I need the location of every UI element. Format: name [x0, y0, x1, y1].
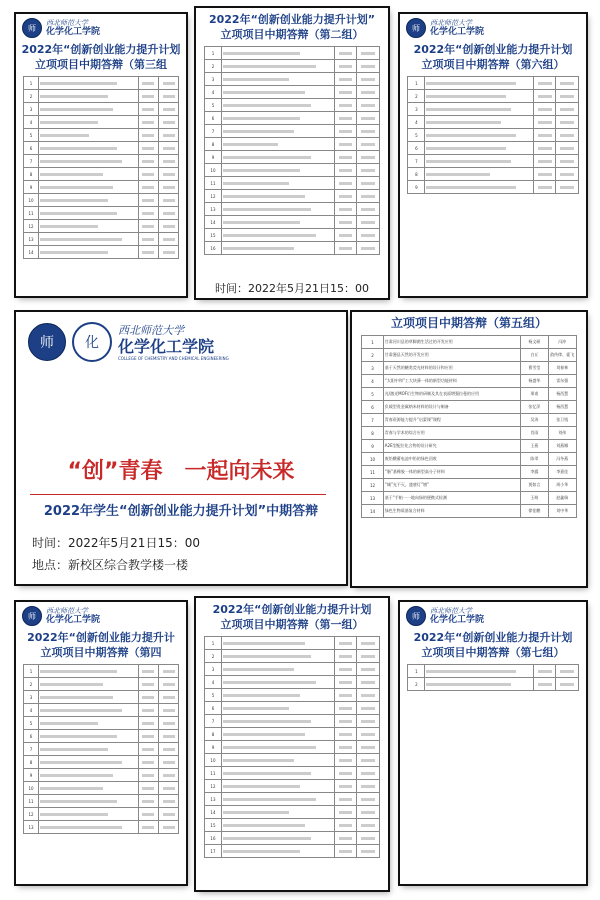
- table-row: 9 A2E型配位化合物的设计研究 王燕 刘燕娜: [362, 440, 576, 453]
- divider: [30, 494, 326, 495]
- table-row: 10 废铅酸蓄电池中铅的绿色回收 陈翠 冯冬燕: [362, 453, 576, 466]
- table-row: 6 负载型贵金属纳米材料的设计与制备 张忆萍 杨西慧: [362, 401, 576, 414]
- sheet-title-line2: 立项项目中期答辩（第二组）: [220, 28, 364, 41]
- school-name: 西北师范大学: [46, 607, 88, 615]
- college-logo: [16, 602, 186, 630]
- college-name-en: COLLEGE OF CHEMISTRY AND CHEMICAL ENGINEERING: [118, 355, 229, 361]
- table-row: 13 基于“手帕一一地向绿的便携式检测 王萌 赵鑫瑞: [362, 492, 576, 505]
- group2-sheet: [196, 8, 388, 298]
- project-table: 1 2 3 4 5 6 7 8 9 10 11 12 13 14: [23, 76, 179, 259]
- project-table: [361, 335, 576, 518]
- project-table: 1 2: [407, 664, 578, 691]
- university-seal-icon: 师: [22, 606, 42, 626]
- college-logo: [400, 14, 586, 42]
- table-row: 12 “城”光不灭，盛唐灯“塘” 贾如言 周小华: [362, 479, 576, 492]
- university-seal-icon: 师: [406, 606, 426, 626]
- event-title: 2022年学生“创新创业能力提升计划”中期答辩: [43, 504, 319, 519]
- college-emblem-icon: 化: [72, 322, 112, 362]
- sheet-title-line2: 立项项目中期答辩（第七组）: [421, 646, 565, 659]
- group6-sheet: [400, 14, 586, 296]
- school-name: 西北师范大学: [430, 19, 472, 27]
- sheet-title-line2: 立项项目中期答辩（第五组）: [390, 316, 547, 330]
- sheet-title-line2: 立项项目中期答辩（第四: [40, 646, 162, 659]
- group1-sheet: [196, 598, 388, 890]
- group4-sheet: [16, 602, 186, 884]
- sheet-title-line2: 立项项目中期答辩（第六组）: [421, 58, 565, 71]
- college-name: 化学化工学院: [430, 27, 485, 37]
- university-seal-icon: 师: [28, 323, 66, 361]
- slogan: “创”青春 一起向未来: [67, 459, 295, 484]
- table-row: 2 甘肃漫县天然的开发应用 白丘 韵传律、霍飞: [362, 349, 576, 362]
- table-row: 7 青春资源能力提升“启蒙课”课程 吴涛 张卫钱: [362, 414, 576, 427]
- college-name: 化学化工学院: [46, 615, 101, 625]
- sheet-title-line2: 立项项目中期答辩（第一组）: [220, 618, 364, 631]
- project-table: 1 2 3 4 5 6 7 8 9 10 11 12 13 14 15 16 17: [204, 636, 381, 858]
- table-row: 14 绿色生物质基复合材料 徐佳鹏 刘中华: [362, 505, 576, 518]
- table-row: 8 青春与学术的综合应用 肖雨 刘伟: [362, 427, 576, 440]
- group3-sheet: [16, 14, 186, 296]
- sheet-title-line1: 2022年“创新创业能力提升计划: [413, 631, 573, 644]
- sheet-title-line1: 2022年“创新创业能力提升计划: [413, 43, 573, 56]
- table-row: 5 光/激光MOF衍生物的研制及其在表面增强拉曼的应用 邢甫 杨西慧: [362, 388, 576, 401]
- college-logo: [16, 14, 186, 42]
- table-row: 1 甘肃河川县的草脚菌生活过的开发应用 杨文硕 冯冲: [362, 336, 576, 349]
- school-name: 西北师范大学: [118, 323, 184, 337]
- event-time: 时间：2022年5月21日15：00: [32, 536, 200, 550]
- group5-sheet: [352, 312, 586, 586]
- project-table: 1 2 3 4 5 6 7 8 9 10 11 12 13 14 15 16: [204, 46, 381, 255]
- university-seal-icon: 师: [22, 18, 42, 38]
- group7-sheet: [400, 602, 586, 884]
- college-name: 化学化工学院: [46, 27, 101, 37]
- college-logo: [400, 602, 586, 630]
- sheet-title-line1: 2022年“创新创业能力提升计划”: [208, 13, 376, 26]
- sheet-title-line1: 2022年“创新创业能力提升计: [27, 631, 175, 644]
- project-table: 1 2 3 4 5 6 7 8 9 10 11 12 13: [23, 664, 179, 834]
- cover-sheet: [16, 312, 346, 584]
- sheet-title-line1: 2022年“创新创业能力提升计划: [212, 603, 372, 616]
- sheet-title-line2: 立项项目中期答辩（第三组: [35, 58, 167, 71]
- sheet-title-line1: 2022年“创新创业能力提升计划: [21, 43, 181, 56]
- college-name: 化学化工学院: [118, 336, 215, 356]
- table-row: 11 “脂”基橡胶一体的新型高分子材料 李露 李嘉佳: [362, 466, 576, 479]
- school-name: 西北师范大学: [430, 607, 472, 615]
- table-row: 3 基于天然的糖类荧光材料的设计和应用 曹雪莹 刘春林: [362, 362, 576, 375]
- school-name: 西北师范大学: [46, 19, 88, 27]
- table-row: 4 “太阳中和”工大块薄一体的新型功能材料 杨盛华 雷东强: [362, 375, 576, 388]
- college-logo: [16, 312, 346, 372]
- project-table: 1 2 3 4 5 6 7 8 9: [407, 76, 578, 194]
- university-seal-icon: 师: [406, 18, 426, 38]
- defense-datetime: 时间：2022年5月21日15：00: [215, 282, 369, 295]
- event-location: 地点：新校区综合教学楼一楼: [32, 558, 189, 572]
- college-name: 化学化工学院: [430, 615, 485, 625]
